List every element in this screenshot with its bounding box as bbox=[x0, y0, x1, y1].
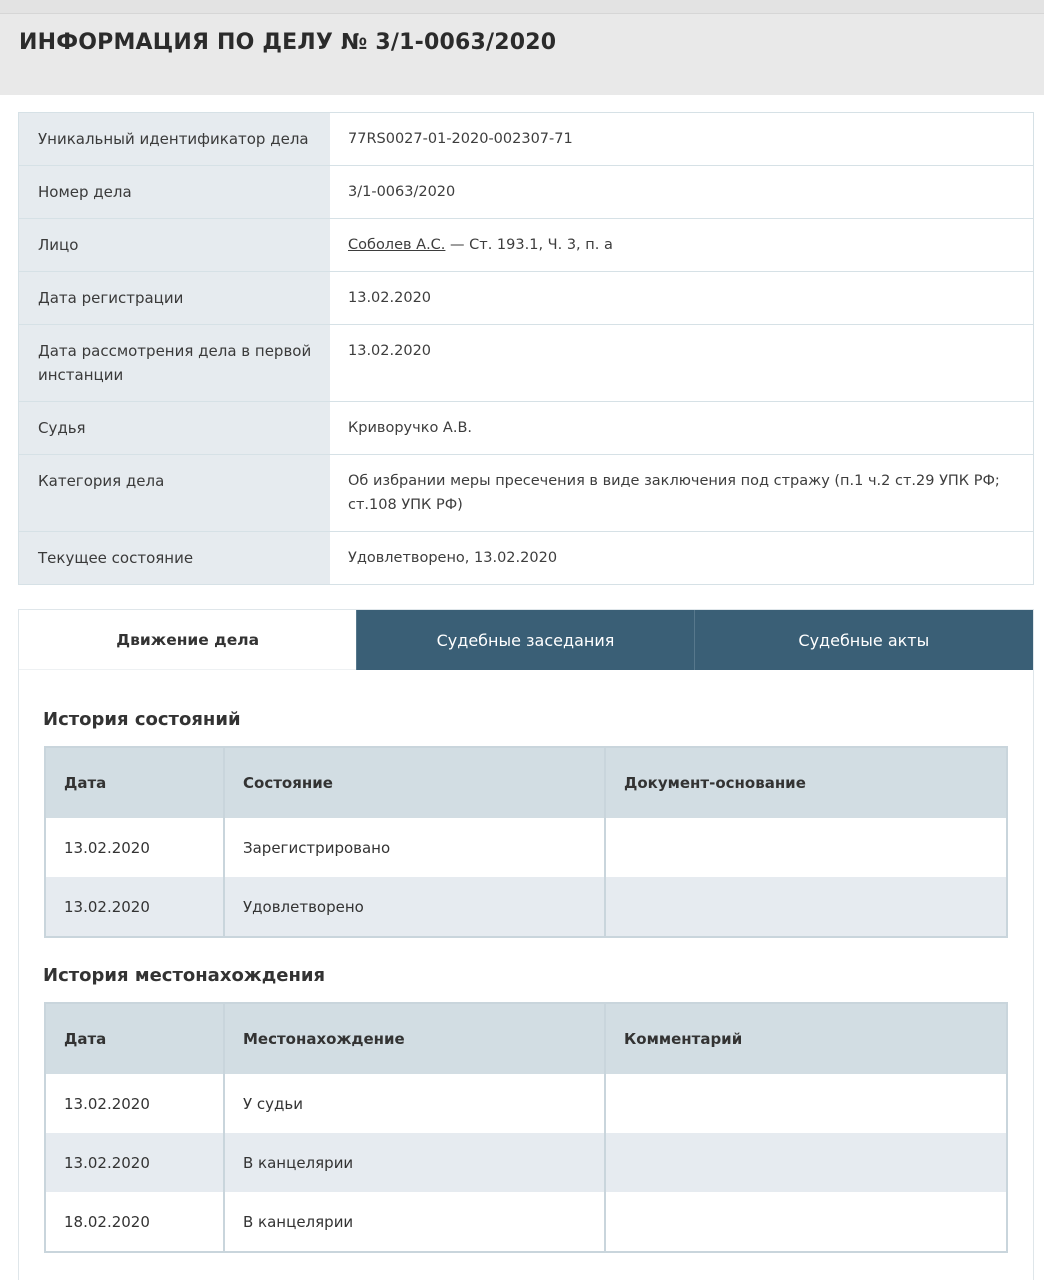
column-header-location: Местонахождение bbox=[225, 1004, 606, 1074]
column-header-comment: Комментарий bbox=[624, 1030, 743, 1048]
info-row-first-instance-date bbox=[19, 325, 1033, 402]
tab-court-acts[interactable]: Судебные акты bbox=[694, 610, 1033, 670]
info-value bbox=[330, 219, 1033, 271]
state-history-table bbox=[44, 746, 1008, 938]
cell-document bbox=[606, 818, 1006, 877]
table-row bbox=[46, 1074, 1006, 1133]
cell-date: 13.02.2020 bbox=[46, 1133, 225, 1192]
info-row-person bbox=[19, 219, 1033, 272]
info-label: Номер дела bbox=[19, 166, 330, 218]
cell-document bbox=[606, 877, 1006, 936]
info-label: Уникальный идентификатор дела bbox=[19, 113, 330, 165]
info-value: 3/1-0063/2020 bbox=[330, 166, 1033, 218]
person-link[interactable]: Соболев А.С. bbox=[348, 237, 446, 253]
cell-state: Удовлетворено bbox=[225, 877, 606, 936]
table-row bbox=[46, 877, 1006, 936]
location-history-table bbox=[44, 1002, 1008, 1253]
info-value: 13.02.2020 bbox=[330, 272, 1033, 324]
info-row-registration-date bbox=[19, 272, 1033, 325]
column-header-state: Состояние bbox=[225, 748, 606, 818]
tab-court-sessions[interactable]: Судебные заседания bbox=[356, 610, 693, 670]
info-label: Категория дела bbox=[19, 455, 330, 531]
column-header-document: Документ-основание bbox=[624, 774, 806, 792]
info-value: Об избрании меры пресечения в виде заключения под стражу (п.1 ч.2 ст.29 УПК РФ; ст.108 УПК РФ) bbox=[330, 455, 1033, 531]
tab-bar bbox=[19, 610, 1033, 670]
location-history-title: История местонахождения bbox=[43, 965, 326, 986]
cell-location: В канцелярии bbox=[225, 1192, 606, 1251]
info-value: Криворучко А.В. bbox=[330, 402, 1033, 454]
table-header-row bbox=[46, 748, 1006, 818]
cell-date: 18.02.2020 bbox=[46, 1192, 225, 1251]
person-article: — Ст. 193.1, Ч. 3, п. а bbox=[445, 237, 613, 253]
cell-comment bbox=[606, 1074, 1006, 1133]
table-row bbox=[46, 1133, 1006, 1192]
cell-comment bbox=[606, 1133, 1006, 1192]
cell-state: Зарегистрировано bbox=[225, 818, 606, 877]
cell-comment bbox=[606, 1192, 1006, 1251]
info-row-case-number bbox=[19, 166, 1033, 219]
info-label: Дата рассмотрения дела в первой инстанции bbox=[19, 325, 330, 401]
info-row-uid bbox=[19, 113, 1033, 166]
top-strip bbox=[0, 0, 1044, 14]
page-header bbox=[0, 14, 1044, 95]
table-row bbox=[46, 1192, 1006, 1251]
info-label: Текущее состояние bbox=[19, 532, 330, 584]
state-history-title: История состояний bbox=[43, 709, 241, 730]
cell-date: 13.02.2020 bbox=[46, 877, 225, 936]
info-label: Лицо bbox=[19, 219, 330, 271]
info-row-category bbox=[19, 455, 1033, 532]
cell-date: 13.02.2020 bbox=[46, 818, 225, 877]
page-title: ИНФОРМАЦИЯ ПО ДЕЛУ № 3/1-0063/2020 bbox=[19, 30, 557, 55]
info-value: 77RS0027-01-2020-002307-71 bbox=[330, 113, 1033, 165]
cell-location: В канцелярии bbox=[225, 1133, 606, 1192]
tab-case-movement[interactable]: Движение дела bbox=[19, 610, 356, 670]
info-label: Дата регистрации bbox=[19, 272, 330, 324]
column-header-date: Дата bbox=[46, 1004, 225, 1074]
case-info-table bbox=[18, 112, 1034, 585]
info-value: 13.02.2020 bbox=[330, 325, 1033, 401]
info-value: Удовлетворено, 13.02.2020 bbox=[330, 532, 1033, 584]
table-header-row bbox=[46, 1004, 1006, 1074]
column-header-date: Дата bbox=[46, 748, 225, 818]
cell-date: 13.02.2020 bbox=[46, 1074, 225, 1133]
table-row bbox=[46, 818, 1006, 877]
info-row-judge bbox=[19, 402, 1033, 455]
cell-location: У судьи bbox=[225, 1074, 606, 1133]
info-row-current-state bbox=[19, 532, 1033, 584]
case-tabs-panel bbox=[18, 609, 1034, 1280]
info-label: Судья bbox=[19, 402, 330, 454]
